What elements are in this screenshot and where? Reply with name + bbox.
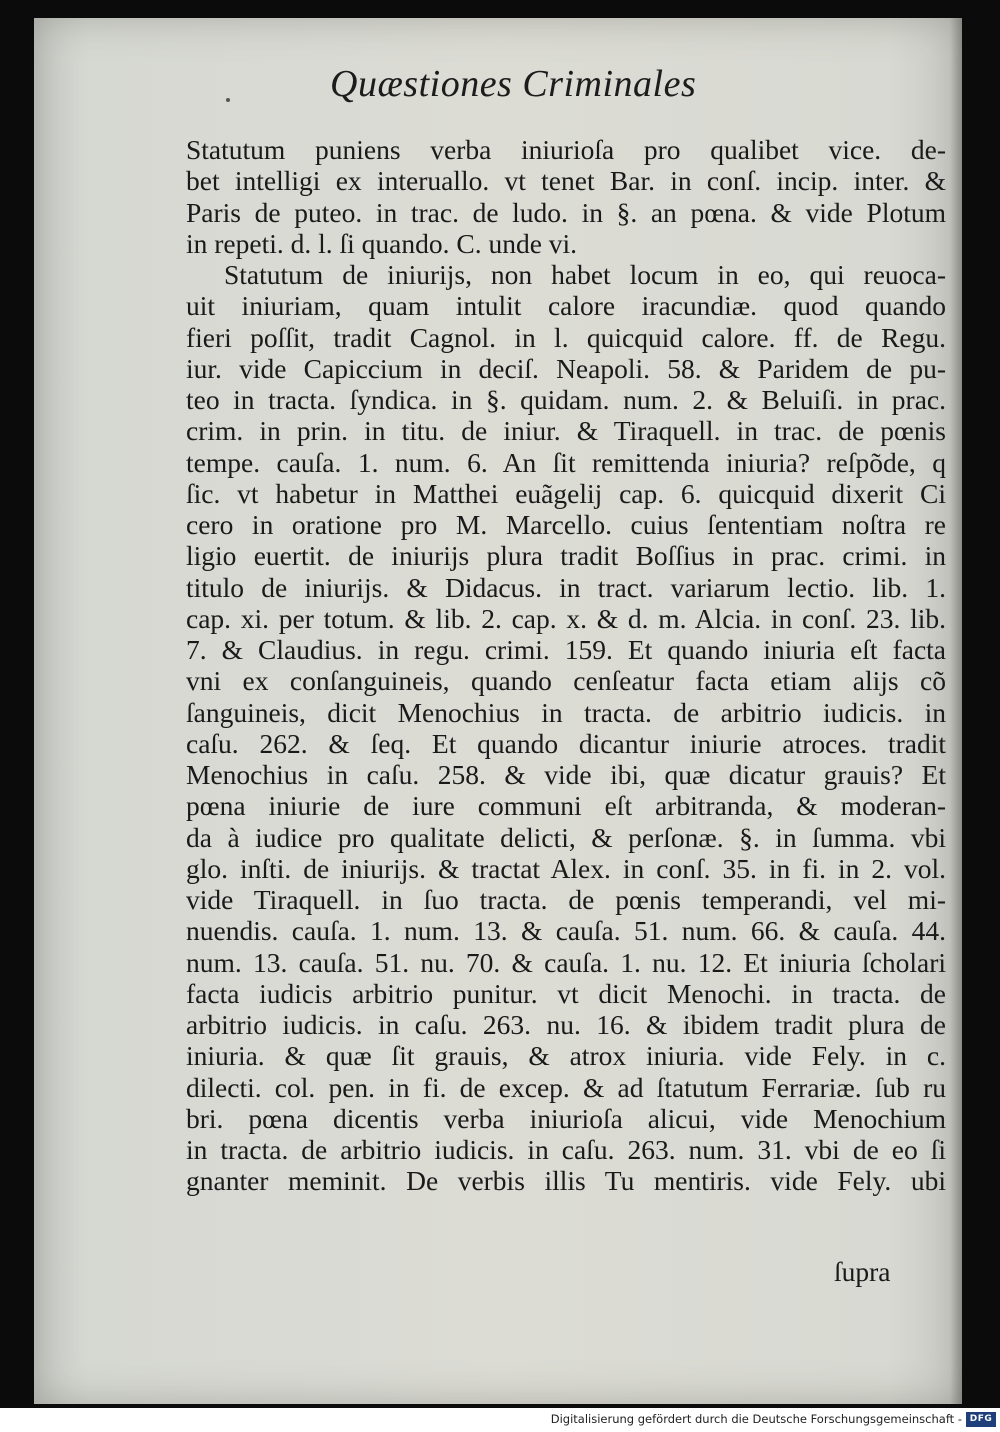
text-line: ſanguineis, dicit Menochius in tracta. de arbitrio iudicis. in [186,696,946,728]
text-line: fieri poſſit, tradit Cagnol. in l. quicquid calore. ff. de Regu. [186,321,946,353]
text-line: iniuria. & quæ ſit grauis, & atrox iniuria. vide Fely. in c. [186,1040,946,1072]
text-line: gnanter meminit. De verbis illis Tu mentiris. vide Fely. ubi [186,1165,946,1197]
text-line: ligio euertit. de iniurijs plura tradit Boſſius in prac. crimi. in [186,540,946,572]
text-line: titulo de iniurijs. & Didacus. in tract. variarum lectio. lib. 1. [186,571,946,603]
text-line: caſu. 262. & ſeq. Et quando dicantur iniurie atroces. tradit [186,727,946,759]
text-line: in repeti. d. l. ſi quando. C. unde vi. [186,227,578,259]
text-line: arbitrio iudicis. in caſu. 263. nu. 16. & ibidem tradit plura de [186,1009,946,1040]
running-head: Quæstiones Criminales [330,63,697,105]
digitization-footer [0,1408,1000,1432]
ink-dot [226,98,230,102]
funding-notice: Digitalisierung gefördert durch die Deutsche Forschungsgemeinschaft - [550,1412,962,1426]
page-edge-shadow [950,18,962,1404]
text-line: ſic. vt habetur in Matthei euãgelij cap. 6. quicquid dixerit Ci [186,477,946,509]
text-line: bet intelligi ex interuallo. vt tenet Bar. in conſ. incip. inter. & [186,165,946,197]
text-line: crim. in prin. in titu. de iniur. & Tiraquell. in trac. de pœnis [186,415,946,447]
text-line: Menochius in caſu. 258. & vide ibi, quæ dicatur grauis? Et [186,759,946,790]
dfg-logo-icon: DFG [966,1412,996,1427]
body-text [186,134,946,1197]
text-line: 7. & Claudius. in regu. crimi. 159. Et quando iniuria eſt facta [186,634,946,665]
text-line: glo. inſti. de iniurijs. & tractat Alex. in conſ. 35. in fi. in 2. vol. [186,852,946,884]
text-line: dilecti. col. pen. in fi. de excep. & ad ſtatutum Ferrariæ. ſub ru [186,1071,946,1103]
text-line: vide Tiraquell. in ſuo tracta. de pœnis temperandi, vel mi- [186,884,946,915]
text-line: facta iudicis arbitrio punitur. vt dicit Menochi. in tracta. de [186,977,946,1009]
text-line: uit iniuriam, quam intulit calore iracundiæ. quod quando [186,290,946,322]
text-line: in tracta. de arbitrio iudicis. in caſu. 263. num. 31. vbi de eo ſi [186,1134,946,1165]
text-line: cap. xi. per totum. & lib. 2. cap. x. & d. m. Alcia. in conſ. 23. lib. [186,602,946,634]
text-line: vni ex conſanguineis, quando cenſeatur facta etiam alijs cõ [186,665,946,697]
text-line: Paris de puteo. in trac. de ludo. in §. an pœna. & vide Plotum [186,196,946,228]
text-line: tempe. cauſa. 1. num. 6. An ſit remittenda iniuria? reſpõde, q [186,446,946,478]
text-line: iur. vide Capiccium in deciſ. Neapoli. 58. & Paridem de pu- [186,352,946,384]
text-line: da à iudice pro qualitate delicti, & perſonæ. §. in ſumma. vbi [186,821,946,853]
text-line: Statutum de iniurijs, non habet locum in eo, qui reuoca- [224,259,946,290]
text-line: nuendis. cauſa. 1. num. 13. & cauſa. 51. num. 66. & cauſa. 44. [186,915,946,947]
text-line: cero in oratione pro M. Marcello. cuius ſententiam noſtra re [186,509,946,540]
text-line: pœna iniurie de iure communi eſt arbitranda, & moderan- [186,790,946,822]
text-line: Statutum puniens verba iniurioſa pro qualibet vice. de- [186,134,946,165]
text-line: teo in tracta. ſyndica. in §. quidam. num. 2. & Beluiſi. in prac. [186,384,946,415]
text-line: bri. pœna dicentis verba iniurioſa alicui, vide Menochium [186,1102,946,1134]
catchword: ſupra [834,1256,891,1287]
text-line: num. 13. cauſa. 51. nu. 70. & cauſa. 1. nu. 12. Et iniuria ſcholari [186,946,946,978]
